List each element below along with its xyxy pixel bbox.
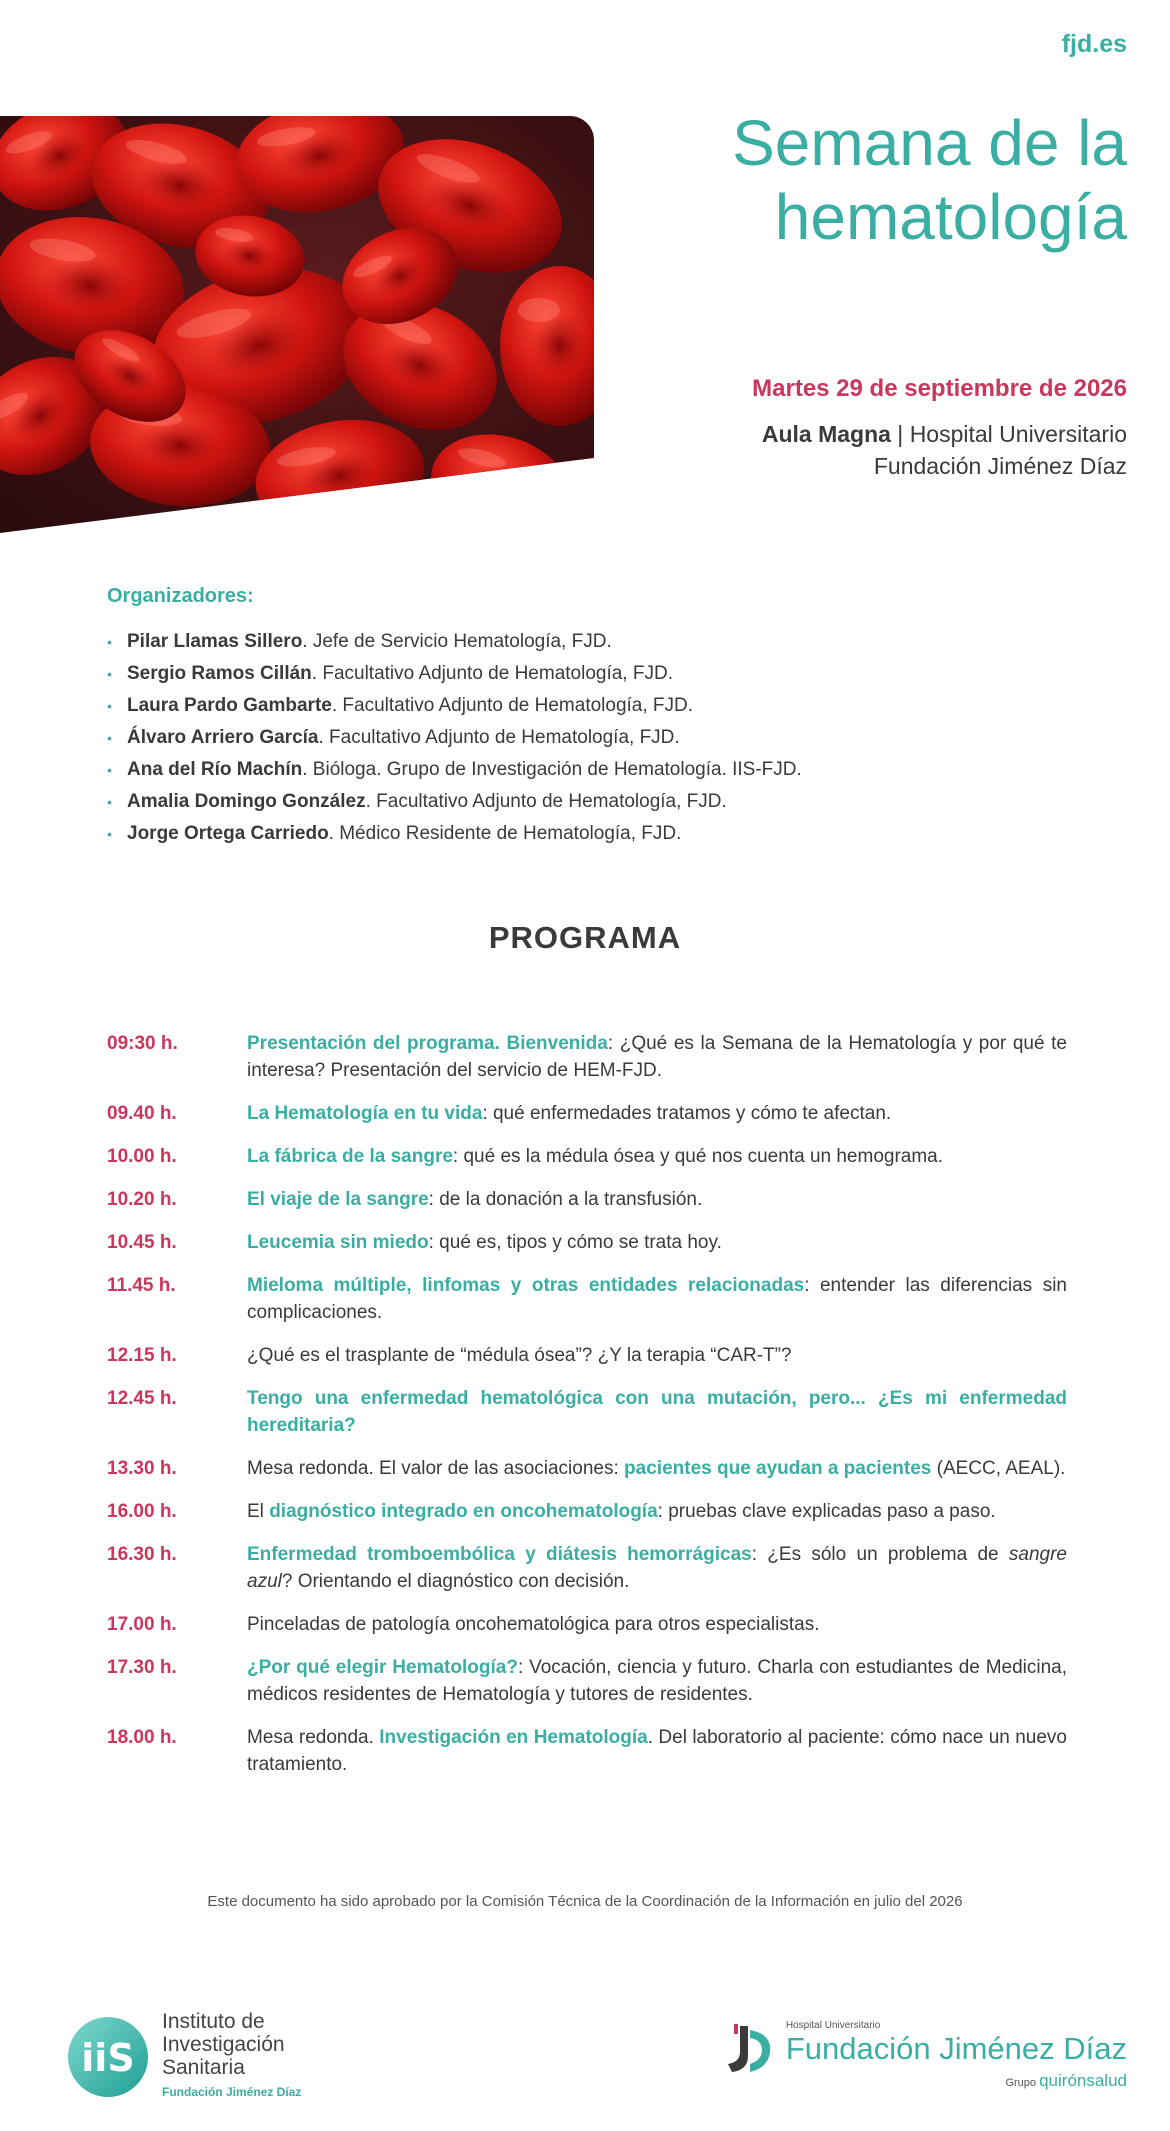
program-row bbox=[107, 1342, 1067, 1369]
program-description bbox=[247, 1342, 1067, 1369]
organizer-role: . Facultativo Adjunto de Hematología, FJD. bbox=[331, 695, 694, 716]
fjd-logo-mark bbox=[720, 2020, 778, 2078]
iis-line-2: Investigación bbox=[162, 2033, 285, 2056]
program-description bbox=[247, 1030, 1067, 1084]
organizer-item bbox=[107, 786, 802, 818]
program-description bbox=[247, 1541, 1067, 1595]
program-text: ¿Qué es el trasplante de “médula ósea”? ¿Y la terapia “CAR-T”? bbox=[247, 1345, 792, 1366]
venue-name: Aula Magna bbox=[761, 421, 891, 447]
program-description bbox=[247, 1100, 1067, 1127]
program-row bbox=[107, 1143, 1067, 1170]
title-line-2: hematología bbox=[774, 181, 1127, 253]
organizer-item bbox=[107, 818, 802, 850]
program-time: 17.00 h. bbox=[107, 1614, 177, 1635]
program-topic-highlight: ¿Por qué elegir Hematología? bbox=[247, 1657, 518, 1678]
program-row bbox=[107, 1385, 1067, 1439]
fjd-group bbox=[786, 2071, 1127, 2091]
program-description bbox=[247, 1143, 1067, 1170]
program-time: 18.00 h. bbox=[107, 1727, 177, 1748]
program-time: 16.30 h. bbox=[107, 1544, 177, 1565]
program-text: sangre azul bbox=[247, 1544, 1067, 1592]
venue-line-1: Hospital Universitario bbox=[909, 421, 1127, 447]
program-topic-highlight: Investigación en Hematología bbox=[379, 1727, 648, 1748]
program-description bbox=[247, 1611, 1067, 1638]
organizer-name: Ana del Río Machín bbox=[127, 759, 303, 780]
quironsalud-brand: quirónsalud bbox=[1039, 2071, 1127, 2090]
program-time: 13.30 h. bbox=[107, 1458, 177, 1479]
program-description bbox=[247, 1455, 1067, 1482]
organizer-item bbox=[107, 626, 802, 658]
program-text: : ¿Es sólo un problema de bbox=[751, 1544, 1009, 1565]
iis-subtitle: Fundación Jiménez Díaz bbox=[162, 2085, 302, 2099]
program-text: : pruebas clave explicadas paso a paso. bbox=[657, 1501, 996, 1522]
event-title bbox=[732, 106, 1127, 254]
program-text: : de la donación a la transfusión. bbox=[428, 1189, 703, 1210]
program-time: 09.40 h. bbox=[107, 1103, 177, 1124]
program-text: (AECC, AEAL). bbox=[931, 1458, 1066, 1479]
program-text: : qué es, tipos y cómo se trata hoy. bbox=[428, 1232, 722, 1253]
organizer-item bbox=[107, 722, 802, 754]
title-line-1: Semana de la bbox=[732, 107, 1127, 179]
organizers-list bbox=[107, 626, 802, 850]
program-row bbox=[107, 1611, 1067, 1638]
program-topic-highlight: La fábrica de la sangre bbox=[247, 1146, 453, 1167]
program-description bbox=[247, 1724, 1067, 1778]
program-description bbox=[247, 1229, 1067, 1256]
organizer-item bbox=[107, 658, 802, 690]
program-time: 12.45 h. bbox=[107, 1388, 177, 1409]
program-time: 11.45 h. bbox=[107, 1275, 176, 1296]
program-row bbox=[107, 1030, 1067, 1084]
organizer-role: . Facultativo Adjunto de Hematología, FJD. bbox=[311, 663, 673, 684]
program-text: : qué enfermedades tratamos y cómo te afectan. bbox=[482, 1103, 892, 1124]
fjd-logo bbox=[720, 2020, 1127, 2091]
program-topic-highlight: pacientes que ayudan a pacientes bbox=[624, 1458, 932, 1479]
organizer-role: . Facultativo Adjunto de Hematología, FJD. bbox=[365, 791, 727, 812]
program-topic-highlight: Enfermedad tromboembólica y diátesis hemorrágicas bbox=[247, 1544, 752, 1565]
event-date: Martes 29 de septiembre de 2026 bbox=[752, 375, 1127, 402]
program-text: . Del laboratorio al paciente: cómo nace un nuevo tratamiento. bbox=[247, 1727, 1067, 1775]
program-text: : qué es la médula ósea y qué nos cuenta un hemograma. bbox=[452, 1146, 944, 1167]
fjd-group-label: Grupo bbox=[1005, 2077, 1037, 2089]
program-schedule bbox=[107, 1030, 1067, 1794]
fjd-name: Fundación Jiménez Díaz bbox=[785, 2031, 1127, 2066]
organizer-name: Sergio Ramos Cillán bbox=[127, 663, 312, 684]
program-row bbox=[107, 1498, 1067, 1525]
organizer-role: . Médico Residente de Hematología, FJD. bbox=[328, 823, 682, 844]
program-text: : Vocación, ciencia y futuro. Charla con estudiantes de Medicina, médicos residentes de Hematología y tutores de residentes. bbox=[247, 1657, 1068, 1705]
program-text: El bbox=[247, 1501, 270, 1522]
organizer-role: . Jefe de Servicio Hematología, FJD. bbox=[302, 631, 612, 652]
event-venue bbox=[762, 418, 1127, 482]
program-text: Mesa redonda. bbox=[247, 1727, 380, 1748]
program-time: 10.20 h. bbox=[107, 1189, 177, 1210]
approval-note: Este documento ha sido aprobado por la Comisión Técnica de la Coordinación de la Información en julio del 2026 bbox=[207, 1893, 963, 1910]
venue-separator: | bbox=[890, 421, 910, 447]
program-time: 17.30 h. bbox=[107, 1657, 177, 1678]
program-time: 10.00 h. bbox=[107, 1146, 177, 1167]
program-row bbox=[107, 1272, 1067, 1326]
program-time: 09:30 h. bbox=[107, 1033, 178, 1054]
program-heading: PROGRAMA bbox=[488, 920, 682, 955]
program-row bbox=[107, 1654, 1067, 1708]
hero-image-red-blood-cells bbox=[0, 116, 594, 533]
program-row bbox=[107, 1455, 1067, 1482]
venue-line-2: Fundación Jiménez Díaz bbox=[873, 453, 1127, 479]
organizer-name: Pilar Llamas Sillero bbox=[127, 631, 303, 652]
iis-logo bbox=[66, 2010, 301, 2104]
organizer-name: Amalia Domingo González bbox=[127, 791, 366, 812]
program-topic-highlight: Leucemia sin miedo bbox=[247, 1232, 429, 1253]
iis-logo-mark bbox=[66, 2015, 150, 2099]
program-description bbox=[247, 1272, 1067, 1326]
program-description bbox=[247, 1654, 1067, 1708]
organizer-item bbox=[107, 690, 802, 722]
program-topic-highlight: diagnóstico integrado en oncohematología bbox=[269, 1501, 658, 1522]
organizer-name: Laura Pardo Gambarte bbox=[127, 695, 332, 716]
program-topic-highlight: La Hematología en tu vida bbox=[247, 1103, 483, 1124]
site-url[interactable]: fjd.es bbox=[1061, 30, 1127, 58]
organizer-item bbox=[107, 754, 802, 786]
program-row bbox=[107, 1186, 1067, 1213]
program-text: ? Orientando el diagnóstico con decisión. bbox=[281, 1571, 630, 1592]
organizer-name: Álvaro Arriero García bbox=[127, 727, 319, 748]
program-text: Mesa redonda. El valor de las asociaciones: bbox=[247, 1458, 625, 1479]
program-time: 10.45 h. bbox=[107, 1232, 177, 1253]
organizer-name: Jorge Ortega Carriedo bbox=[127, 823, 329, 844]
program-row bbox=[107, 1229, 1067, 1256]
program-text: : ¿Qué es la Semana de la Hematología y por qué te interesa? Presentación del servicio de HEM-FJD. bbox=[247, 1033, 1068, 1081]
program-topic-highlight: El viaje de la sangre bbox=[247, 1189, 429, 1210]
program-row bbox=[107, 1724, 1067, 1778]
program-text: Pinceladas de patología oncohematológica para otros especialistas. bbox=[247, 1614, 820, 1635]
program-topic-highlight: Mieloma múltiple, linfomas y otras entidades relacionadas bbox=[247, 1275, 805, 1296]
program-time: 12.15 h. bbox=[107, 1345, 177, 1366]
organizer-role: . Facultativo Adjunto de Hematología, FJD. bbox=[318, 727, 680, 748]
organizers-heading: Organizadores: bbox=[107, 585, 254, 607]
fjd-hospital-label: Hospital Universitario bbox=[785, 2020, 881, 2031]
program-text: : entender las diferencias sin complicaciones. bbox=[247, 1275, 1067, 1323]
program-description bbox=[247, 1385, 1067, 1439]
program-row bbox=[107, 1100, 1067, 1127]
program-description bbox=[247, 1186, 1067, 1213]
program-topic-highlight: Presentación del programa. Bienvenida bbox=[247, 1033, 608, 1054]
program-row bbox=[107, 1541, 1067, 1595]
iis-mark-text: iiS bbox=[81, 2036, 135, 2080]
organizer-role: . Bióloga. Grupo de Investigación de Hematología. IIS-FJD. bbox=[302, 759, 802, 780]
iis-line-3: Sanitaria bbox=[162, 2056, 245, 2079]
program-description bbox=[247, 1498, 1067, 1525]
iis-line-1: Instituto de bbox=[162, 2010, 265, 2033]
program-time: 16.00 h. bbox=[107, 1501, 177, 1522]
program-topic-highlight: Tengo una enfermedad hematológica con una mutación, pero... ¿Es mi enfermedad hereditaria? bbox=[247, 1388, 1067, 1436]
